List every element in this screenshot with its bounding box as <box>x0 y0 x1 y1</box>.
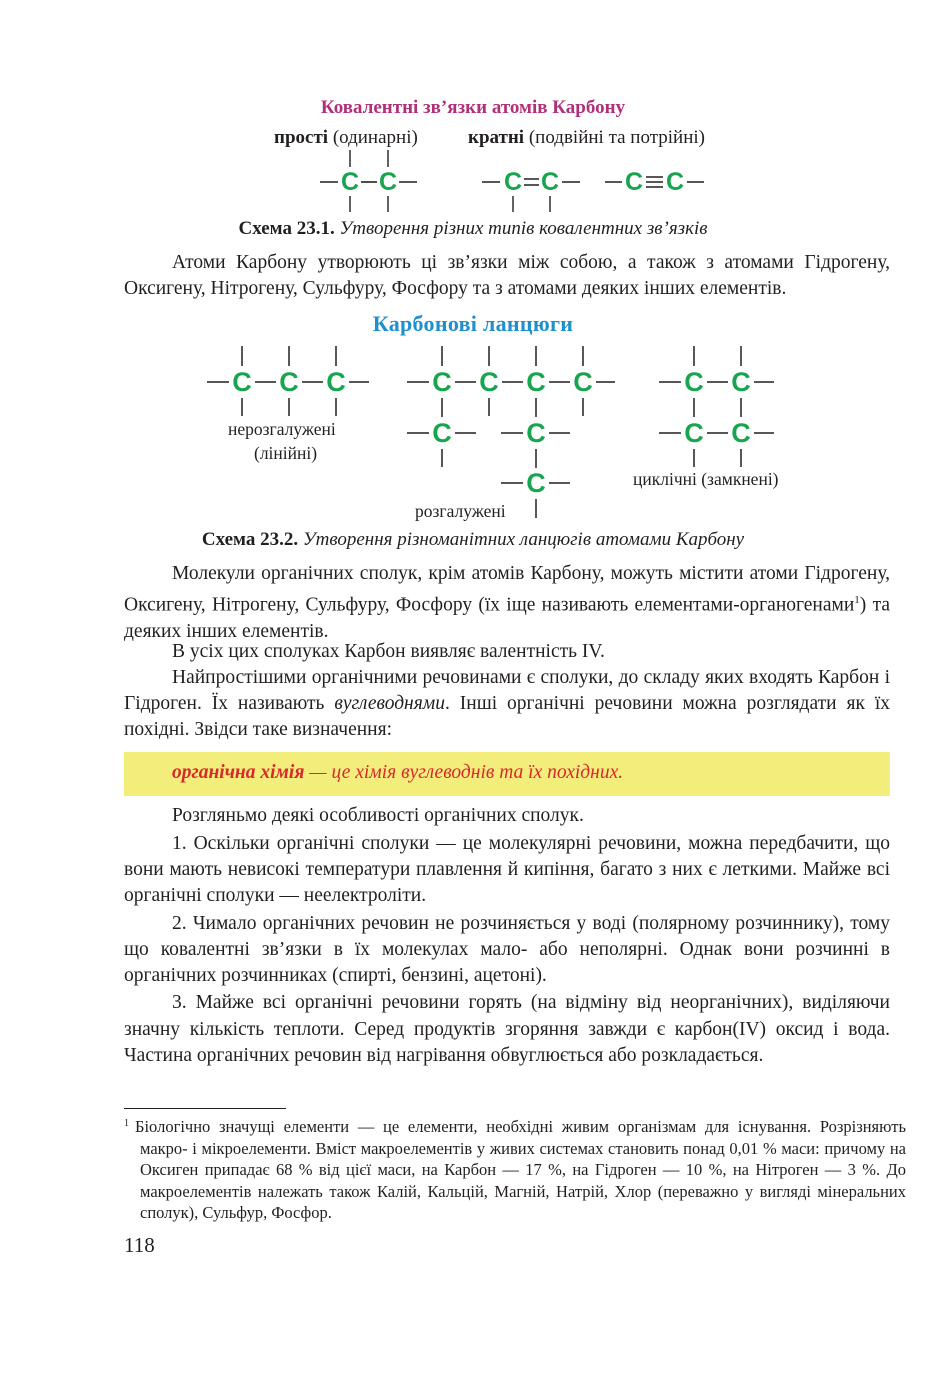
paragraph-organogens <box>124 561 890 645</box>
carbon-atom: C <box>665 168 685 196</box>
paragraph-organogens-b: ) та деяких інших елементів. <box>124 594 890 642</box>
cyclic-chain-label: циклічні (замкнені) <box>633 469 779 489</box>
carbon-atom: C <box>684 418 704 448</box>
carbon-atom: C <box>340 168 360 196</box>
carbon-atom: C <box>279 367 299 397</box>
scheme-2-caption-label: Схема 23.2. <box>201 529 299 550</box>
page-number: 118 <box>124 1233 155 1257</box>
carbon-atom: C <box>731 367 751 397</box>
scheme-2-caption-text: Утворення різноманітних ланцюгів атомами Карбону <box>302 529 745 550</box>
definition-term: органічна хімія <box>172 762 305 783</box>
scheme-2-title: Карбонові ланцюги <box>372 311 574 336</box>
paragraph-hydrocarbons-b: . Інші органічні речовини можна розглядати як їх похідні. Звідси таке визначення: <box>124 693 891 740</box>
linear-chain-label: нерозгалужені <box>228 419 336 439</box>
footnote-ref: 1 <box>854 594 860 606</box>
scheme-1-caption-label: Схема 23.1. <box>238 218 335 239</box>
branched-chain-label: розгалужені <box>415 501 506 521</box>
carbon-atom: C <box>326 367 346 397</box>
carbon-atom: C <box>432 418 452 448</box>
carbon-atom: C <box>526 367 546 397</box>
carbon-atom: C <box>624 168 644 196</box>
carbon-atom: C <box>731 418 751 448</box>
paragraph-carbon-bonds: Атоми Карбону утворюють ці зв’язки між собою, а також з атомами Гідрогену, Оксигену, Нітрогену, Сульфуру, Фосфору та з атомами деяких інших елементів. <box>124 252 890 299</box>
carbon-atom: C <box>573 367 593 397</box>
scheme-2-caption <box>0 529 946 551</box>
paragraph-hydrocarbons <box>124 665 890 743</box>
paragraph-organogens-a: Молекули органічних сполук, крім атомів Карбону, можуть містити атоми Гідрогену, Оксигену, Нітрогену, Сульфуру, Фосфору (їх іще називають елементами-органогенами <box>124 563 890 616</box>
paragraph-valence: В усіх цих сполуках Карбон виявляє валентність IV. <box>172 641 605 662</box>
carbon-atom: C <box>432 367 452 397</box>
footnote <box>124 1113 906 1224</box>
paragraph-feature-3: 3. Майже всі органічні речовини горять (на відміну від неорганічних), виділяючи значну кількість теплоти. Серед продуктів згоряння завжди є карбон(IV) оксид і вода. Частина органічних речовин від нагрівання обвуглюється або розкладається. <box>124 992 890 1066</box>
footnote-mark: 1 <box>124 1118 129 1129</box>
carbon-atom: C <box>378 168 398 196</box>
scheme-1-title: Ковалентні зв’язки атомів Карбону <box>320 97 626 118</box>
scheme-1-formulas <box>320 150 704 212</box>
paragraph-feature-2: 2. Чимало органічних речовин не розчиняється у воді (полярному розчиннику), тому що ковалентні зв’язки в їх молекулах мало- або неполярні. Однак вони розчинні в органічних розчинниках (спирті, бензині, ацетоні). <box>124 913 890 986</box>
simple-bonds-bold: прості <box>274 127 329 148</box>
simple-bonds-rest: (одинарні) <box>328 127 418 148</box>
paragraph-features-intro: Розгляньмо деякі особливості органічних сполук. <box>172 805 584 826</box>
carbon-atom: C <box>503 168 523 196</box>
definition-rest: — це хімія вуглеводнів та їх похідних. <box>304 762 624 783</box>
definition-text <box>172 762 623 784</box>
carbon-atom: C <box>684 367 704 397</box>
paragraph-hydrocarbons-a: Найпростішими органічними речовинами є сполуки, до складу яких входять Карбон і Гідроген. Їх називають <box>124 667 890 714</box>
carbon-atom: C <box>232 367 252 397</box>
footnote-text: Біологічно значущі елементи — це елементи, необхідні живим організмам для існування. Розрізняють макро- і мікроелементи. Вміст макроелементів у живих системах становить понад 0,01 % маси: причому на Оксиген припадає 68 % від цієї маси, на Карбон — 17 %, на Гідроген — 10 %, на Нітроген — 3 %. До макроелементів належать також Калій, Кальцій, Магній, Натрій, Хлор (переважно у вигляді мінеральних сполук), Сульфур, Фосфор. <box>135 1117 906 1222</box>
carbon-atom: C <box>479 367 499 397</box>
multiple-bonds-bold: кратні <box>468 127 525 148</box>
hydrocarbons-term: вуглеводнями <box>334 693 445 714</box>
paragraph-feature-1: 1. Оскільки органічні сполуки — це молекулярні речовини, можна передбачити, що вони мають невисокі температури плавлення й кипіння, багато з них є леткими. Майже всі органічні сполуки — неелектроліти. <box>124 833 890 906</box>
scheme-1-caption <box>0 218 946 240</box>
scheme-1-caption-text: Утворення різних типів ковалентних зв’язків <box>339 218 708 239</box>
carbon-atom: C <box>526 418 546 448</box>
multiple-bonds-rest: (подвійні та потрійні) <box>524 127 705 148</box>
carbon-atom: C <box>526 468 546 498</box>
carbon-atom: C <box>540 168 560 196</box>
linear-chain-sublabel: (лінійні) <box>254 443 318 463</box>
footnote-divider <box>124 1108 286 1109</box>
